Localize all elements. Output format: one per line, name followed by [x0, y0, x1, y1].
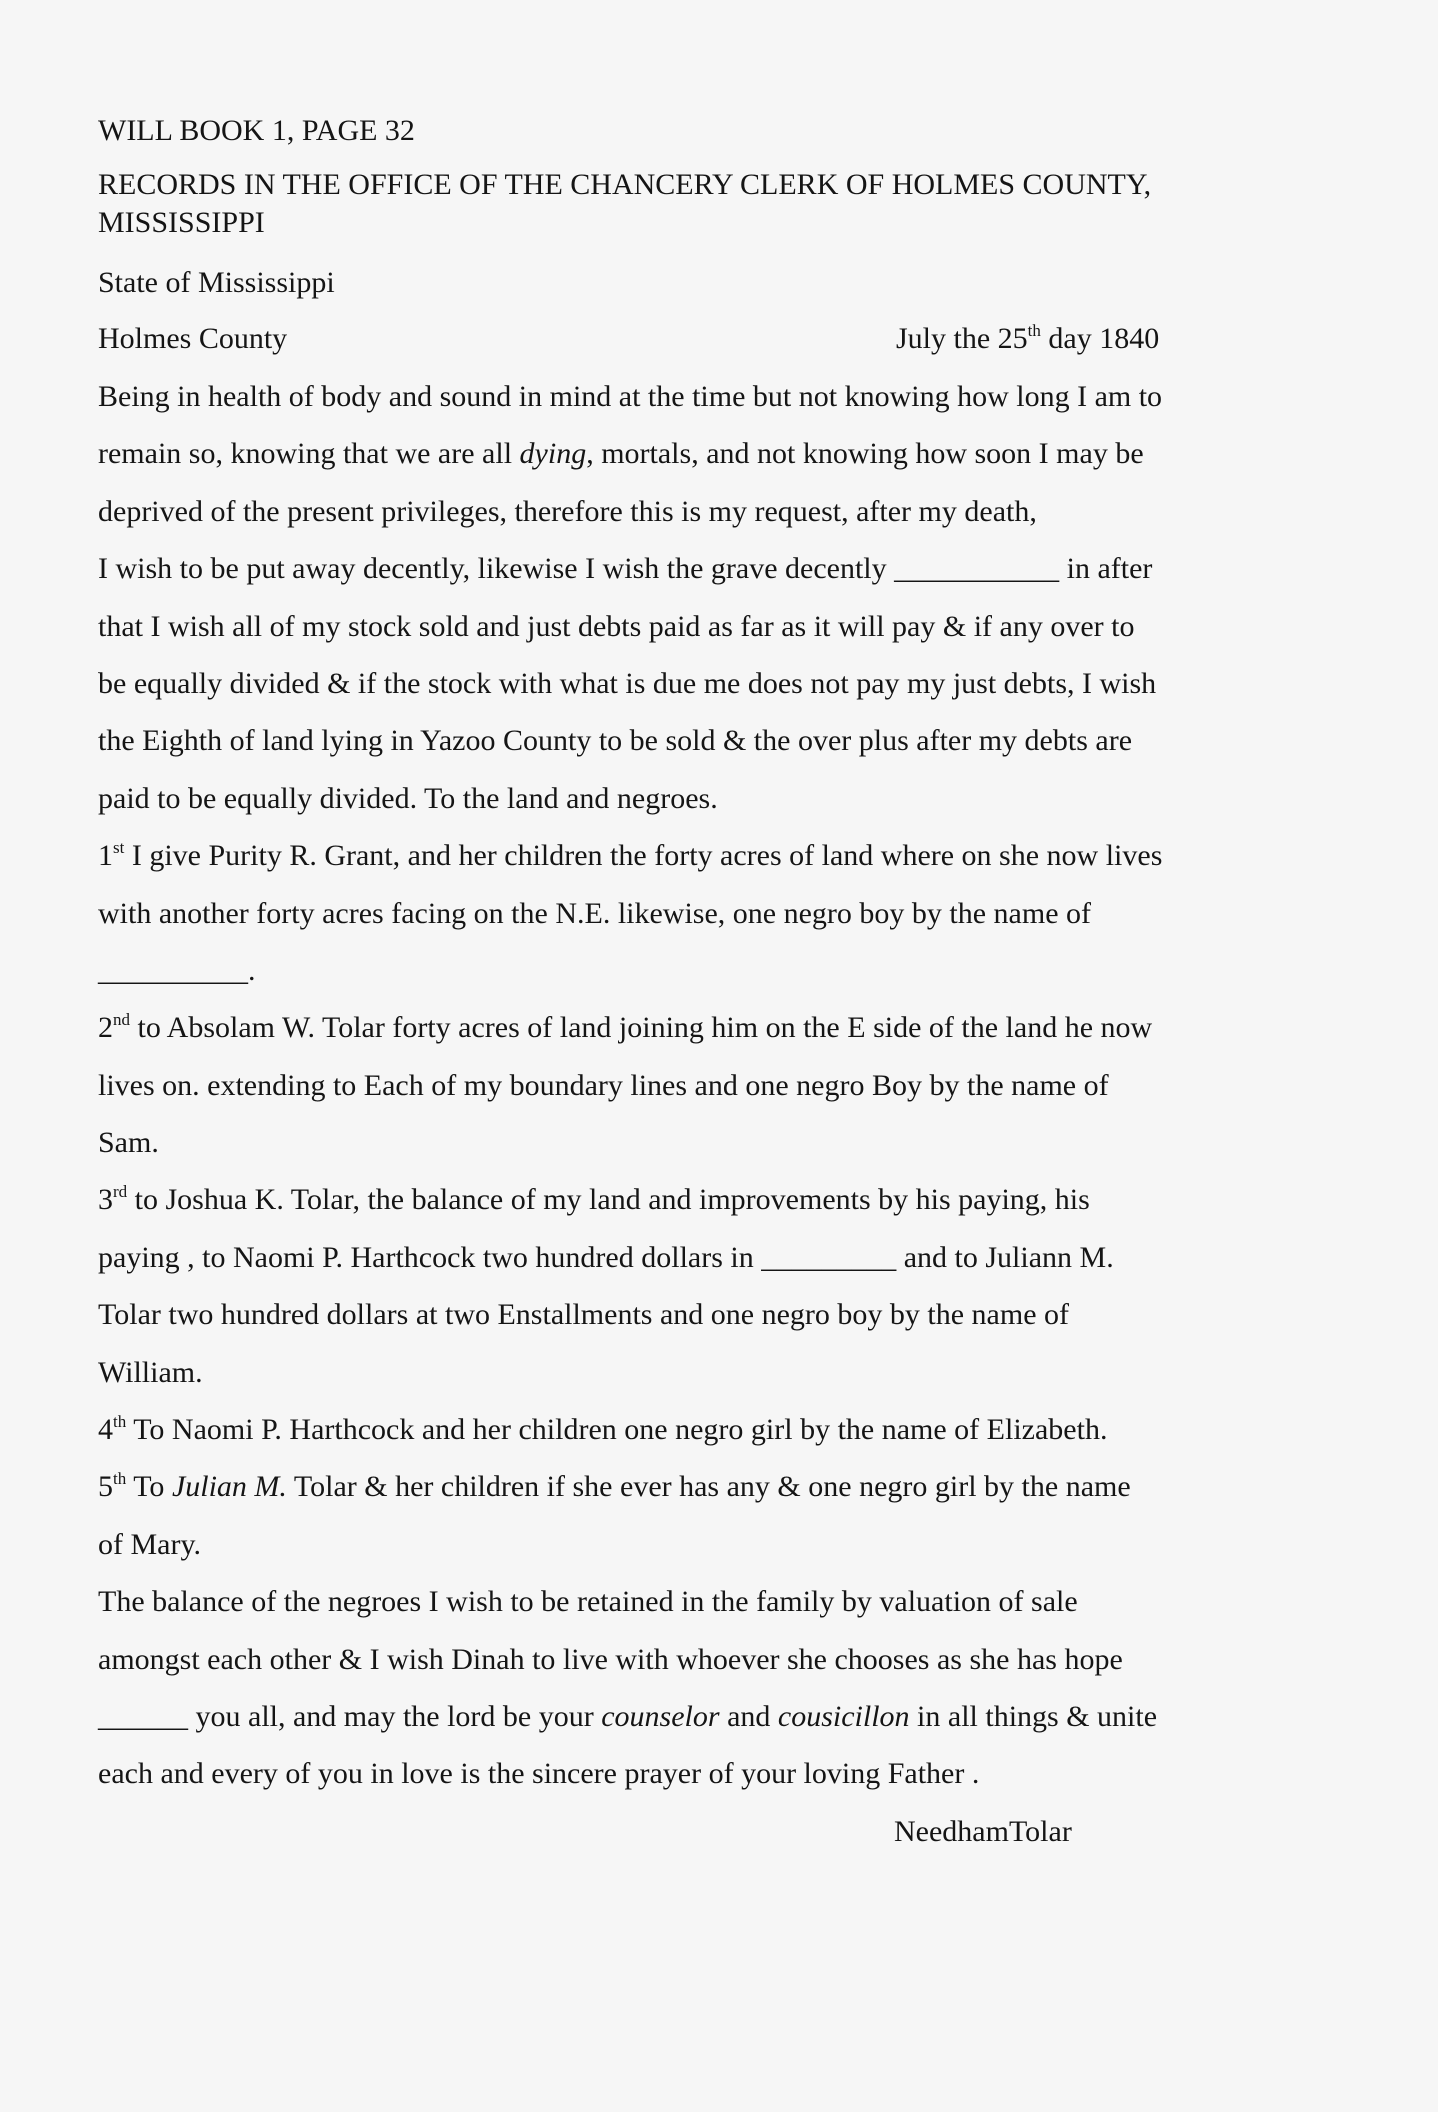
book-reference: WILL BOOK 1, PAGE 32 [98, 114, 415, 147]
body-line: of Mary. [98, 1527, 202, 1561]
bequest-1: 1st I give Purity R. Grant, and her children the forty acres of land where on she now lives [98, 838, 1163, 873]
body-line: Sam. [98, 1126, 159, 1160]
body-line: remain so, knowing that we are all dying, mortals, and not knowing how soon I may be [98, 437, 1144, 471]
body-line: William. [98, 1355, 203, 1389]
body-line: be equally divided & if the stock with what is due me does not pay my just debts, I wish [98, 666, 1157, 700]
body-line: that I wish all of my stock sold and just debts paid as far as it will pay & if any over to [98, 609, 1135, 643]
body-line: each and every of you in love is the sincere prayer of your loving Father . [98, 1757, 980, 1791]
will-document [98, 112, 1348, 1860]
bequest-2: 2nd to Absolam W. Tolar forty acres of land joining him on the E side of the land he now [98, 1010, 1153, 1045]
body-line: the Eighth of land lying in Yazoo County to be sold & the over plus after my debts are [98, 724, 1133, 758]
signature-line [98, 1803, 1348, 1860]
body-line: __________. [98, 953, 256, 987]
body-line: paying , to Naomi P. Harthcock two hundred dollars in _________ and to Juliann M. [98, 1240, 1114, 1274]
signature-name: NeedhamTolar [894, 1814, 1072, 1848]
body-line: with another forty acres facing on the N.E. likewise, one negro boy by the name of [98, 896, 1092, 930]
body-line: Tolar two hundred dollars at two Enstallments and one negro boy by the name of [98, 1298, 1070, 1332]
body-line: ______ you all, and may the lord be your counselor and cousicillon in all things & unite [98, 1699, 1158, 1733]
records-heading-line-2: MISSISSIPPI [98, 206, 265, 239]
body-line: deprived of the present privileges, therefore this is my request, after my death, [98, 494, 1037, 528]
state-line: State of Mississippi [98, 266, 335, 299]
records-heading-line-1: RECORDS IN THE OFFICE OF THE CHANCERY CLERK OF HOLMES COUNTY, [98, 168, 1152, 201]
bequest-5: 5th To Julian M. Tolar & her children if she ever has any & one negro girl by the name [98, 1469, 1131, 1504]
county-label: Holmes County [98, 322, 288, 355]
county-date-line [98, 310, 1348, 368]
body-line: paid to be equally divided. To the land and negroes. [98, 781, 718, 815]
will-date: July the 25th day 1840 [896, 321, 1160, 355]
bequest-3: 3rd to Joshua K. Tolar, the balance of my land and improvements by his paying, his [98, 1182, 1090, 1217]
body-line: I wish to be put away decently, likewise I wish the grave decently ___________ in after [98, 552, 1153, 586]
body-line: amongst each other & I wish Dinah to live with whoever she chooses as she has hope [98, 1642, 1123, 1676]
body-line: lives on. extending to Each of my boundary lines and one negro Boy by the name of [98, 1068, 1109, 1102]
bequest-4: 4th To Naomi P. Harthcock and her children one negro girl by the name of Elizabeth. [98, 1412, 1108, 1447]
body-line: The balance of the negroes I wish to be retained in the family by valuation of sale [98, 1585, 1078, 1619]
body-line: Being in health of body and sound in mind at the time but not knowing how long I am to [98, 380, 1163, 413]
